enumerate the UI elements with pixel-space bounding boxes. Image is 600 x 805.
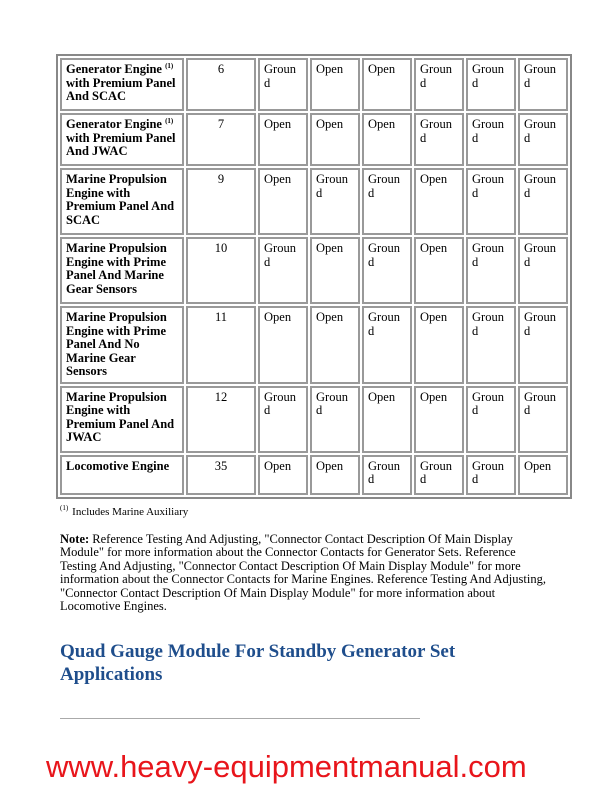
contact-state: Ground <box>414 113 464 166</box>
label-text-cont: with Premium Panel And SCAC <box>66 75 176 103</box>
config-number: 9 <box>186 168 256 235</box>
contact-state: Open <box>310 455 360 495</box>
label-text: Marine Propulsion Engine with Prime Panel And No Marine Gear Sensors <box>66 310 167 378</box>
contact-state: Ground <box>362 237 412 304</box>
contact-state: Open <box>414 168 464 235</box>
label-text: Marine Propulsion Engine with Premium Panel And SCAC <box>66 172 175 227</box>
contact-state: Ground <box>310 386 360 453</box>
contact-state: Ground <box>258 237 308 304</box>
contact-state: Ground <box>414 58 464 111</box>
table-row <box>60 237 568 304</box>
label-text: Generator Engine <box>66 62 162 76</box>
contact-state: Open <box>362 58 412 111</box>
contact-state: Ground <box>466 58 516 111</box>
table-row <box>60 455 568 495</box>
table-row <box>60 386 568 453</box>
label-text: Marine Propulsion Engine with Prime Panel And Marine Gear Sensors <box>66 241 167 296</box>
label-text: Locomotive Engine <box>66 458 170 473</box>
contact-state: Open <box>258 306 308 384</box>
table-row <box>60 58 568 111</box>
footnote-mark: (1) <box>60 503 69 512</box>
contact-state: Ground <box>362 168 412 235</box>
section-heading: Quad Gauge Module For Standby Generator Set Applications <box>60 641 456 686</box>
footnote-text: Includes Marine Auxiliary <box>72 505 189 518</box>
row-label <box>60 113 184 166</box>
divider <box>60 718 420 719</box>
contact-state: Ground <box>466 306 516 384</box>
contact-state: Ground <box>518 113 568 166</box>
config-number: 12 <box>186 386 256 453</box>
label-text-cont: with Premium Panel And JWAC <box>66 130 176 158</box>
contact-state: Open <box>258 455 308 495</box>
row-label <box>60 168 184 235</box>
contact-state: Ground <box>466 237 516 304</box>
contact-state: Ground <box>362 306 412 384</box>
contact-state: Ground <box>518 168 568 235</box>
contact-state: Ground <box>518 306 568 384</box>
contact-state: Open <box>310 306 360 384</box>
contact-state: Open <box>362 113 412 166</box>
table-row <box>60 113 568 166</box>
footnote-ref: (1) <box>165 61 174 70</box>
contact-state: Ground <box>362 455 412 495</box>
contact-state: Open <box>362 386 412 453</box>
row-label <box>60 386 184 453</box>
row-label <box>60 306 184 384</box>
label-text: Generator Engine <box>66 117 162 131</box>
row-label <box>60 455 184 495</box>
contact-state: Ground <box>518 386 568 453</box>
contact-state: Open <box>310 113 360 166</box>
config-number: 7 <box>186 113 256 166</box>
table-row <box>60 168 568 235</box>
contact-state: Ground <box>414 455 464 495</box>
contact-state: Open <box>258 113 308 166</box>
contact-state: Open <box>310 58 360 111</box>
contact-state: Ground <box>466 113 516 166</box>
config-number: 35 <box>186 455 256 495</box>
config-number: 6 <box>186 58 256 111</box>
watermark: www.heavy-equipmentmanual.com <box>46 749 527 785</box>
contact-state: Open <box>414 306 464 384</box>
contact-state: Ground <box>518 237 568 304</box>
label-text: Marine Propulsion Engine with Premium Panel And JWAC <box>66 389 175 444</box>
note <box>60 533 550 615</box>
contact-state: Ground <box>310 168 360 235</box>
config-number: 11 <box>186 306 256 384</box>
contact-state: Ground <box>466 386 516 453</box>
contact-state: Ground <box>518 58 568 111</box>
contact-state: Ground <box>258 58 308 111</box>
contact-state: Open <box>414 237 464 304</box>
config-number: 10 <box>186 237 256 304</box>
contact-state: Open <box>258 168 308 235</box>
table-row <box>60 306 568 384</box>
row-label <box>60 237 184 304</box>
contact-state: Open <box>310 237 360 304</box>
row-label <box>60 58 184 111</box>
contact-state: Ground <box>466 455 516 495</box>
contact-state: Open <box>518 455 568 495</box>
footnote <box>60 505 546 519</box>
contact-state: Ground <box>466 168 516 235</box>
note-label: Note: <box>60 531 90 546</box>
connector-table <box>56 54 572 499</box>
footnote-ref: (1) <box>165 116 174 125</box>
contact-state: Ground <box>258 386 308 453</box>
note-text: Reference Testing And Adjusting, "Connector Contact Description Of Main Display Module" for more information about the Connector Contacts for Generator Sets. Reference Testing And Adjusting, "Connector Contact Description Of Main Display Module" for more information about the Connector Contacts for Marine Engines. Reference Testing And Adjusting, "Connector Contact Description Of Main Display Module" for more information about Locomotive Engines. <box>60 531 546 614</box>
contact-state: Open <box>414 386 464 453</box>
